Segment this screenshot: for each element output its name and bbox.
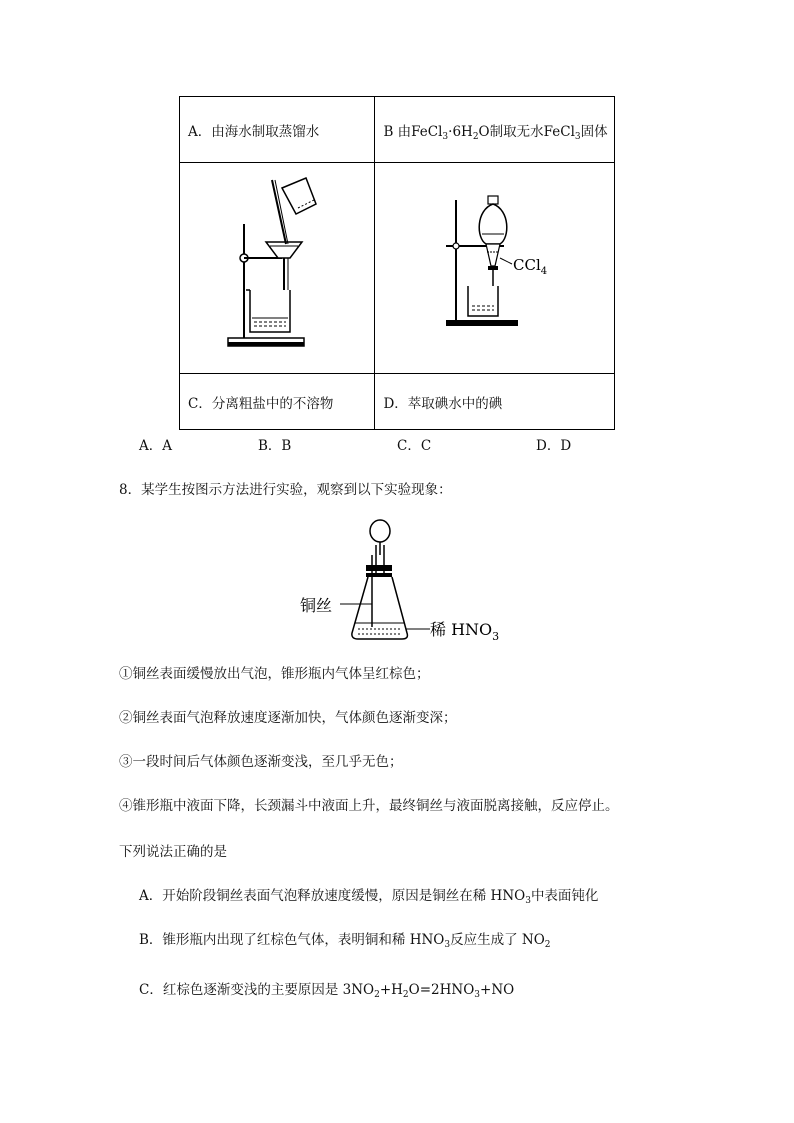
q8-option-c[interactable]: C．红棕色逐渐变浅的主要原因是 $3NO_2+H_2O=2HNO_3+NO$ [139, 982, 515, 1000]
dilute-nitric-acid-label: 稀 $HNO_3$ [430, 620, 500, 643]
cell-d-label: D．萃取碘水中的碘 [383, 395, 503, 412]
cell-a [180, 97, 375, 163]
cell-d [375, 374, 615, 430]
observation-2: ②铜丝表面气泡释放速度逐渐加快，气体颜色逐渐变深； [119, 710, 457, 726]
observation-1: ①铜丝表面缓慢放出气泡，锥形瓶内气体呈红棕色； [119, 666, 430, 682]
ccl4-label: CCl$_4$ [513, 256, 548, 277]
conical-flask-figure [296, 515, 506, 645]
observation-4: ④锥形瓶中液面下降，长颈漏斗中液面上升，最终铜丝与液面脱离接触，反应停止。 [119, 798, 619, 814]
separatory-funnel-figure [436, 188, 556, 330]
copper-wire-label: 铜丝 [300, 596, 333, 615]
option-a[interactable]: A．A [139, 438, 172, 454]
option-b[interactable]: B．B [258, 438, 292, 454]
option-d[interactable]: D．D [536, 438, 572, 454]
observation-3: ③一段时间后气体颜色逐渐变浅，至几乎无色； [119, 754, 403, 770]
q8-option-a[interactable]: A．开始阶段铜丝表面气泡释放速度缓慢，原因是铜丝在稀 $HNO_3$中表面钝化 [139, 888, 599, 906]
q8-question: 下列说法正确的是 [119, 844, 227, 860]
cell-a-label: A．由海水制取蒸馏水 [188, 123, 320, 140]
cell-c [180, 374, 375, 430]
filtration-apparatus-figure [220, 172, 320, 350]
option-c[interactable]: C．C [397, 438, 432, 454]
cell-b [375, 97, 615, 163]
cell-b-label: B 由$FeCl_3\cdot 6H_2O$制取无水FeCl$_3$固体 [383, 123, 608, 142]
q8-stem: 8．某学生按图示方法进行实验，观察到以下实验现象： [119, 482, 452, 498]
q8-option-b[interactable]: B．锥形瓶内出现了红棕色气体，表明铜和稀 $HNO_3$反应生成了 $NO_2$ [139, 932, 551, 950]
cell-c-label: C．分离粗盐中的不溶物 [188, 395, 334, 412]
